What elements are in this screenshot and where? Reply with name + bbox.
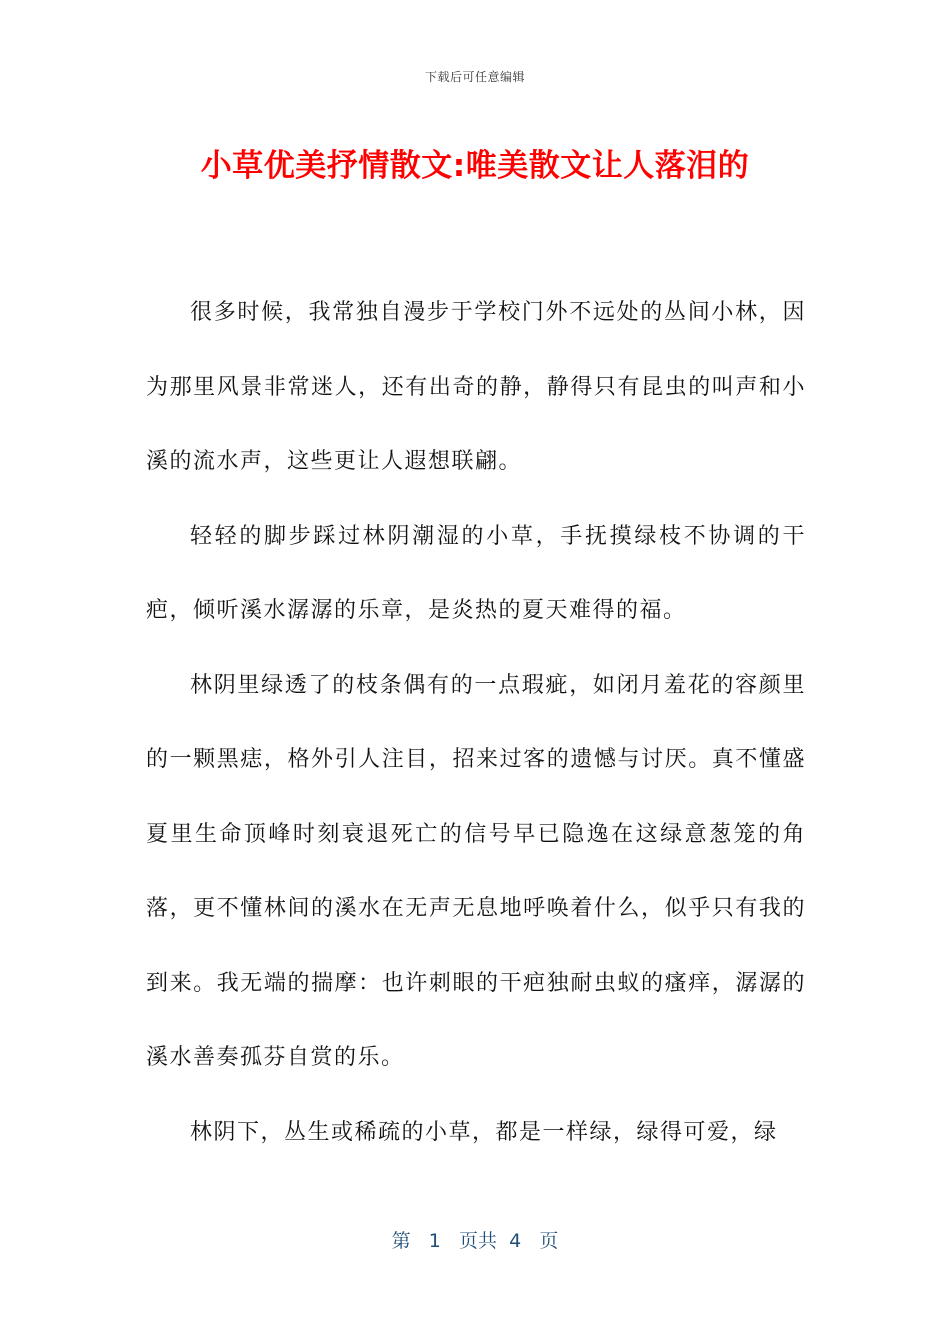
footer-mid: 页共 (459, 1230, 498, 1252)
page-footer (0, 1226, 950, 1253)
footer-current-page: 1 (428, 1230, 441, 1252)
footer-prefix: 第 (391, 1230, 411, 1252)
paragraph-3: 林阴里绿透了的枝条偶有的一点瑕疵，如闭月羞花的容颜里的一颗黑痣，格外引人注目，招来过客的遗憾与讨厌。真不懂盛夏里生命顶峰时刻衰退死亡的信号早已隐逸在这绿意葱笼的角落，更不懂林间的溪水在无声无息地呼唤着什么，似乎只有我的到来。我无端的揣摩：也许刺眼的干疤独耐虫蚁的瘙痒，潺潺的溪水善奏孤芬自赏的乐。 (146, 672, 806, 1070)
paragraph-1: 很多时候，我常独自漫步于学校门外不远处的丛间小林，因为那里风景非常迷人，还有出奇的静，静得只有昆虫的叫声和小溪的流水声，这些更让人遐想联翩。 (146, 300, 806, 474)
paragraph-2: 轻轻的脚步踩过林阴潮湿的小草，手抚摸绿枝不协调的干疤，倾听溪水潺潺的乐章，是炎热的夏天难得的福。 (146, 523, 806, 623)
footer-total-pages: 4 (509, 1230, 522, 1252)
footer-suffix: 页 (539, 1230, 559, 1252)
document-title: 小草优美抒情散文:唯美散文让人落泪的 (200, 148, 750, 184)
paragraph-4: 林阴下，丛生或稀疏的小草，都是一样绿，绿得可爱，绿 (190, 1119, 778, 1145)
header-note: 下载后可任意编辑 (424, 70, 525, 84)
document-body (146, 276, 806, 1170)
